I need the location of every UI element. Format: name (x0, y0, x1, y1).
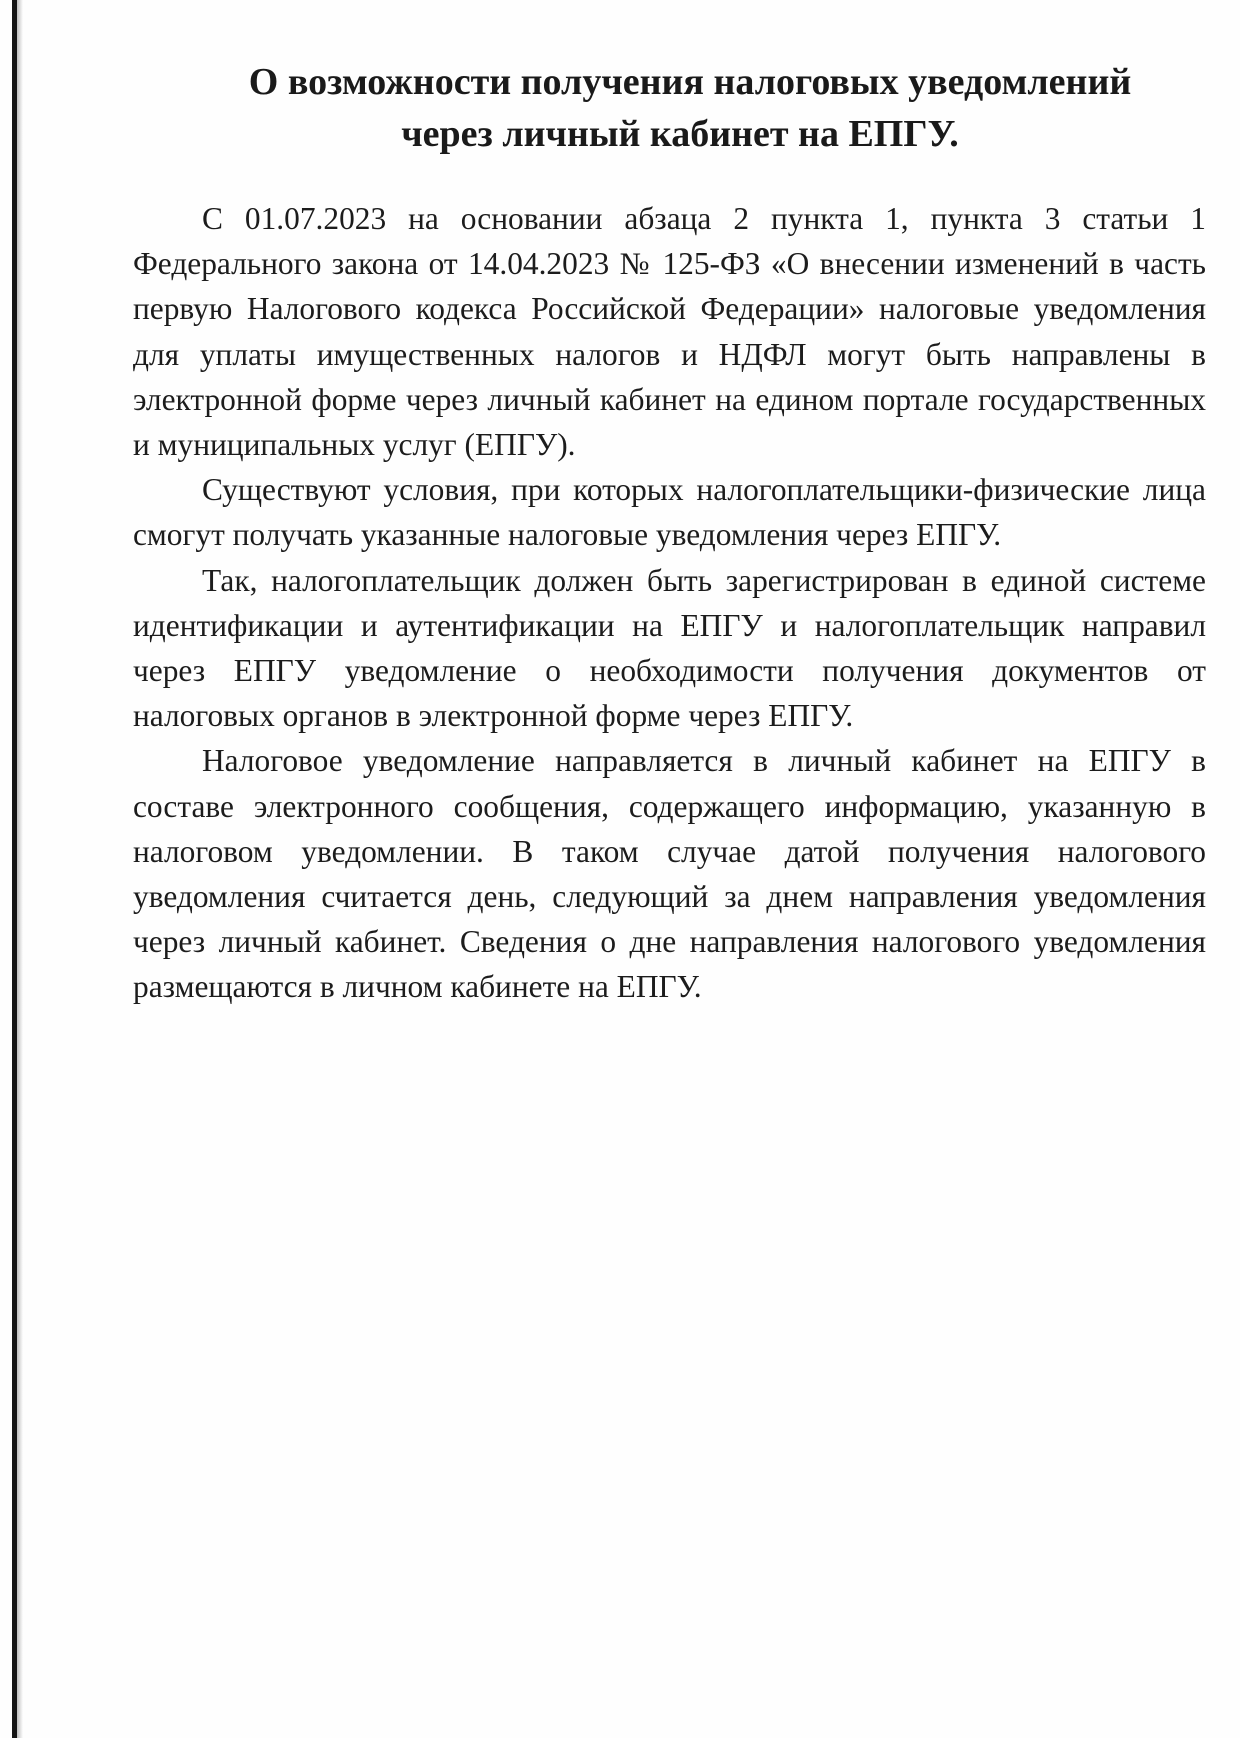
paragraph-delivery-details: Налоговое уведомление направляется в личный кабинет на ЕПГУ в составе электронного сообщения, содержащего информацию, указанную в налоговом уведомлении. В таком случае датой получения налогового уведомления считается день, следующий за днем направления уведомления через личный кабинет. Сведения о дне направления налогового уведомления размещаются в личном кабинете на ЕПГУ. (133, 743, 1206, 1005)
paragraph-conditions: Существуют условия, при которых налогоплательщики-физические лица смогут получать указанные налоговые уведомления через ЕПГУ. (133, 472, 1206, 553)
paragraph-legal-basis: С 01.07.2023 на основании абзаца 2 пункта 1, пункта 3 статьи 1 Федерального закона от 14.04.2023 № 125-ФЗ «О внесении изменений в часть первую Налогового кодекса Российской Федерации» налоговые уведомления для уплаты имущественных налогов и НДФЛ могут быть направлены в электронной форме через личный кабинет на едином портале государственных и муниципальных услуг (ЕПГУ). (133, 201, 1206, 463)
paragraph-registration-requirements: Так, налогоплательщик должен быть зарегистрирован в единой системе идентификации и аутентификации на ЕПГУ и налогоплательщик направил через ЕПГУ уведомление о необходимости получения документов от налоговых органов в электронной форме через ЕПГУ. (133, 562, 1206, 734)
document-title (130, 56, 1210, 160)
scan-border-shadow (17, 0, 23, 1738)
document-title-line-2: через личный кабинет на ЕПГУ. (401, 113, 959, 155)
document-body (133, 196, 1206, 1010)
document-title-line-1: О возможности получения налоговых уведомлений (248, 61, 1132, 103)
